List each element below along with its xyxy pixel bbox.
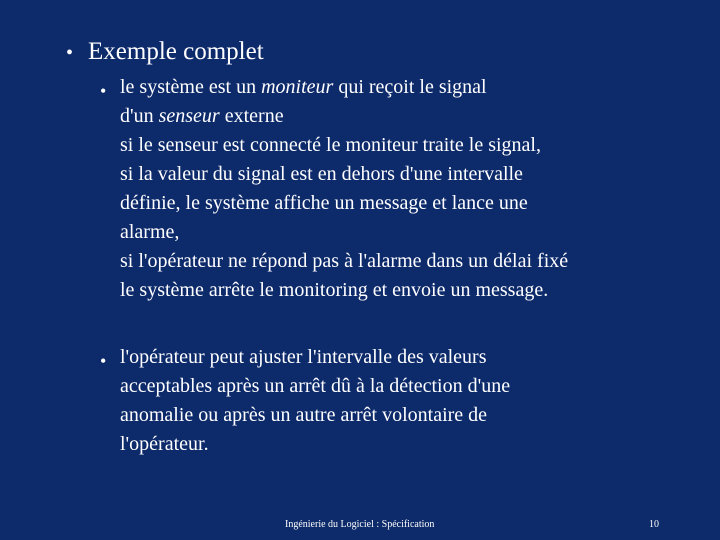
emphasis-senseur: senseur	[158, 105, 220, 127]
text-line: le système est un moniteur qui reçoit le signal	[120, 76, 487, 98]
text-line: l'opérateur.	[120, 433, 209, 455]
text-line: définie, le système affiche un message et lance une	[120, 192, 528, 214]
footer-text: Ingénierie du Logiciel : Spécification	[285, 519, 435, 530]
bullet-point-2	[120, 343, 680, 459]
bullet-icon: •	[100, 351, 107, 371]
page-number: 10	[649, 519, 659, 530]
emphasis-moniteur: moniteur	[261, 76, 334, 98]
title-bullet-icon: •	[66, 42, 74, 64]
text-line: le système arrête le monitoring et envoie un message.	[120, 279, 549, 301]
text-line: acceptables après un arrêt dû à la détection d'une	[120, 375, 511, 397]
bullet-point-1	[120, 73, 680, 305]
text-line: si l'opérateur ne répond pas à l'alarme dans un délai fixé	[120, 250, 569, 272]
text-line: alarme,	[120, 221, 180, 243]
text-line: l'opérateur peut ajuster l'intervalle des valeurs	[120, 346, 487, 368]
text-line: anomalie ou après un autre arrêt volontaire de	[120, 404, 488, 426]
bullet-icon: •	[100, 81, 107, 101]
slide-title: Exemple complet	[88, 38, 264, 65]
text-line: d'un senseur externe	[120, 105, 284, 127]
text-line: si la valeur du signal est en dehors d'une intervalle	[120, 163, 523, 185]
text-line: si le senseur est connecté le moniteur traite le signal,	[120, 134, 541, 156]
